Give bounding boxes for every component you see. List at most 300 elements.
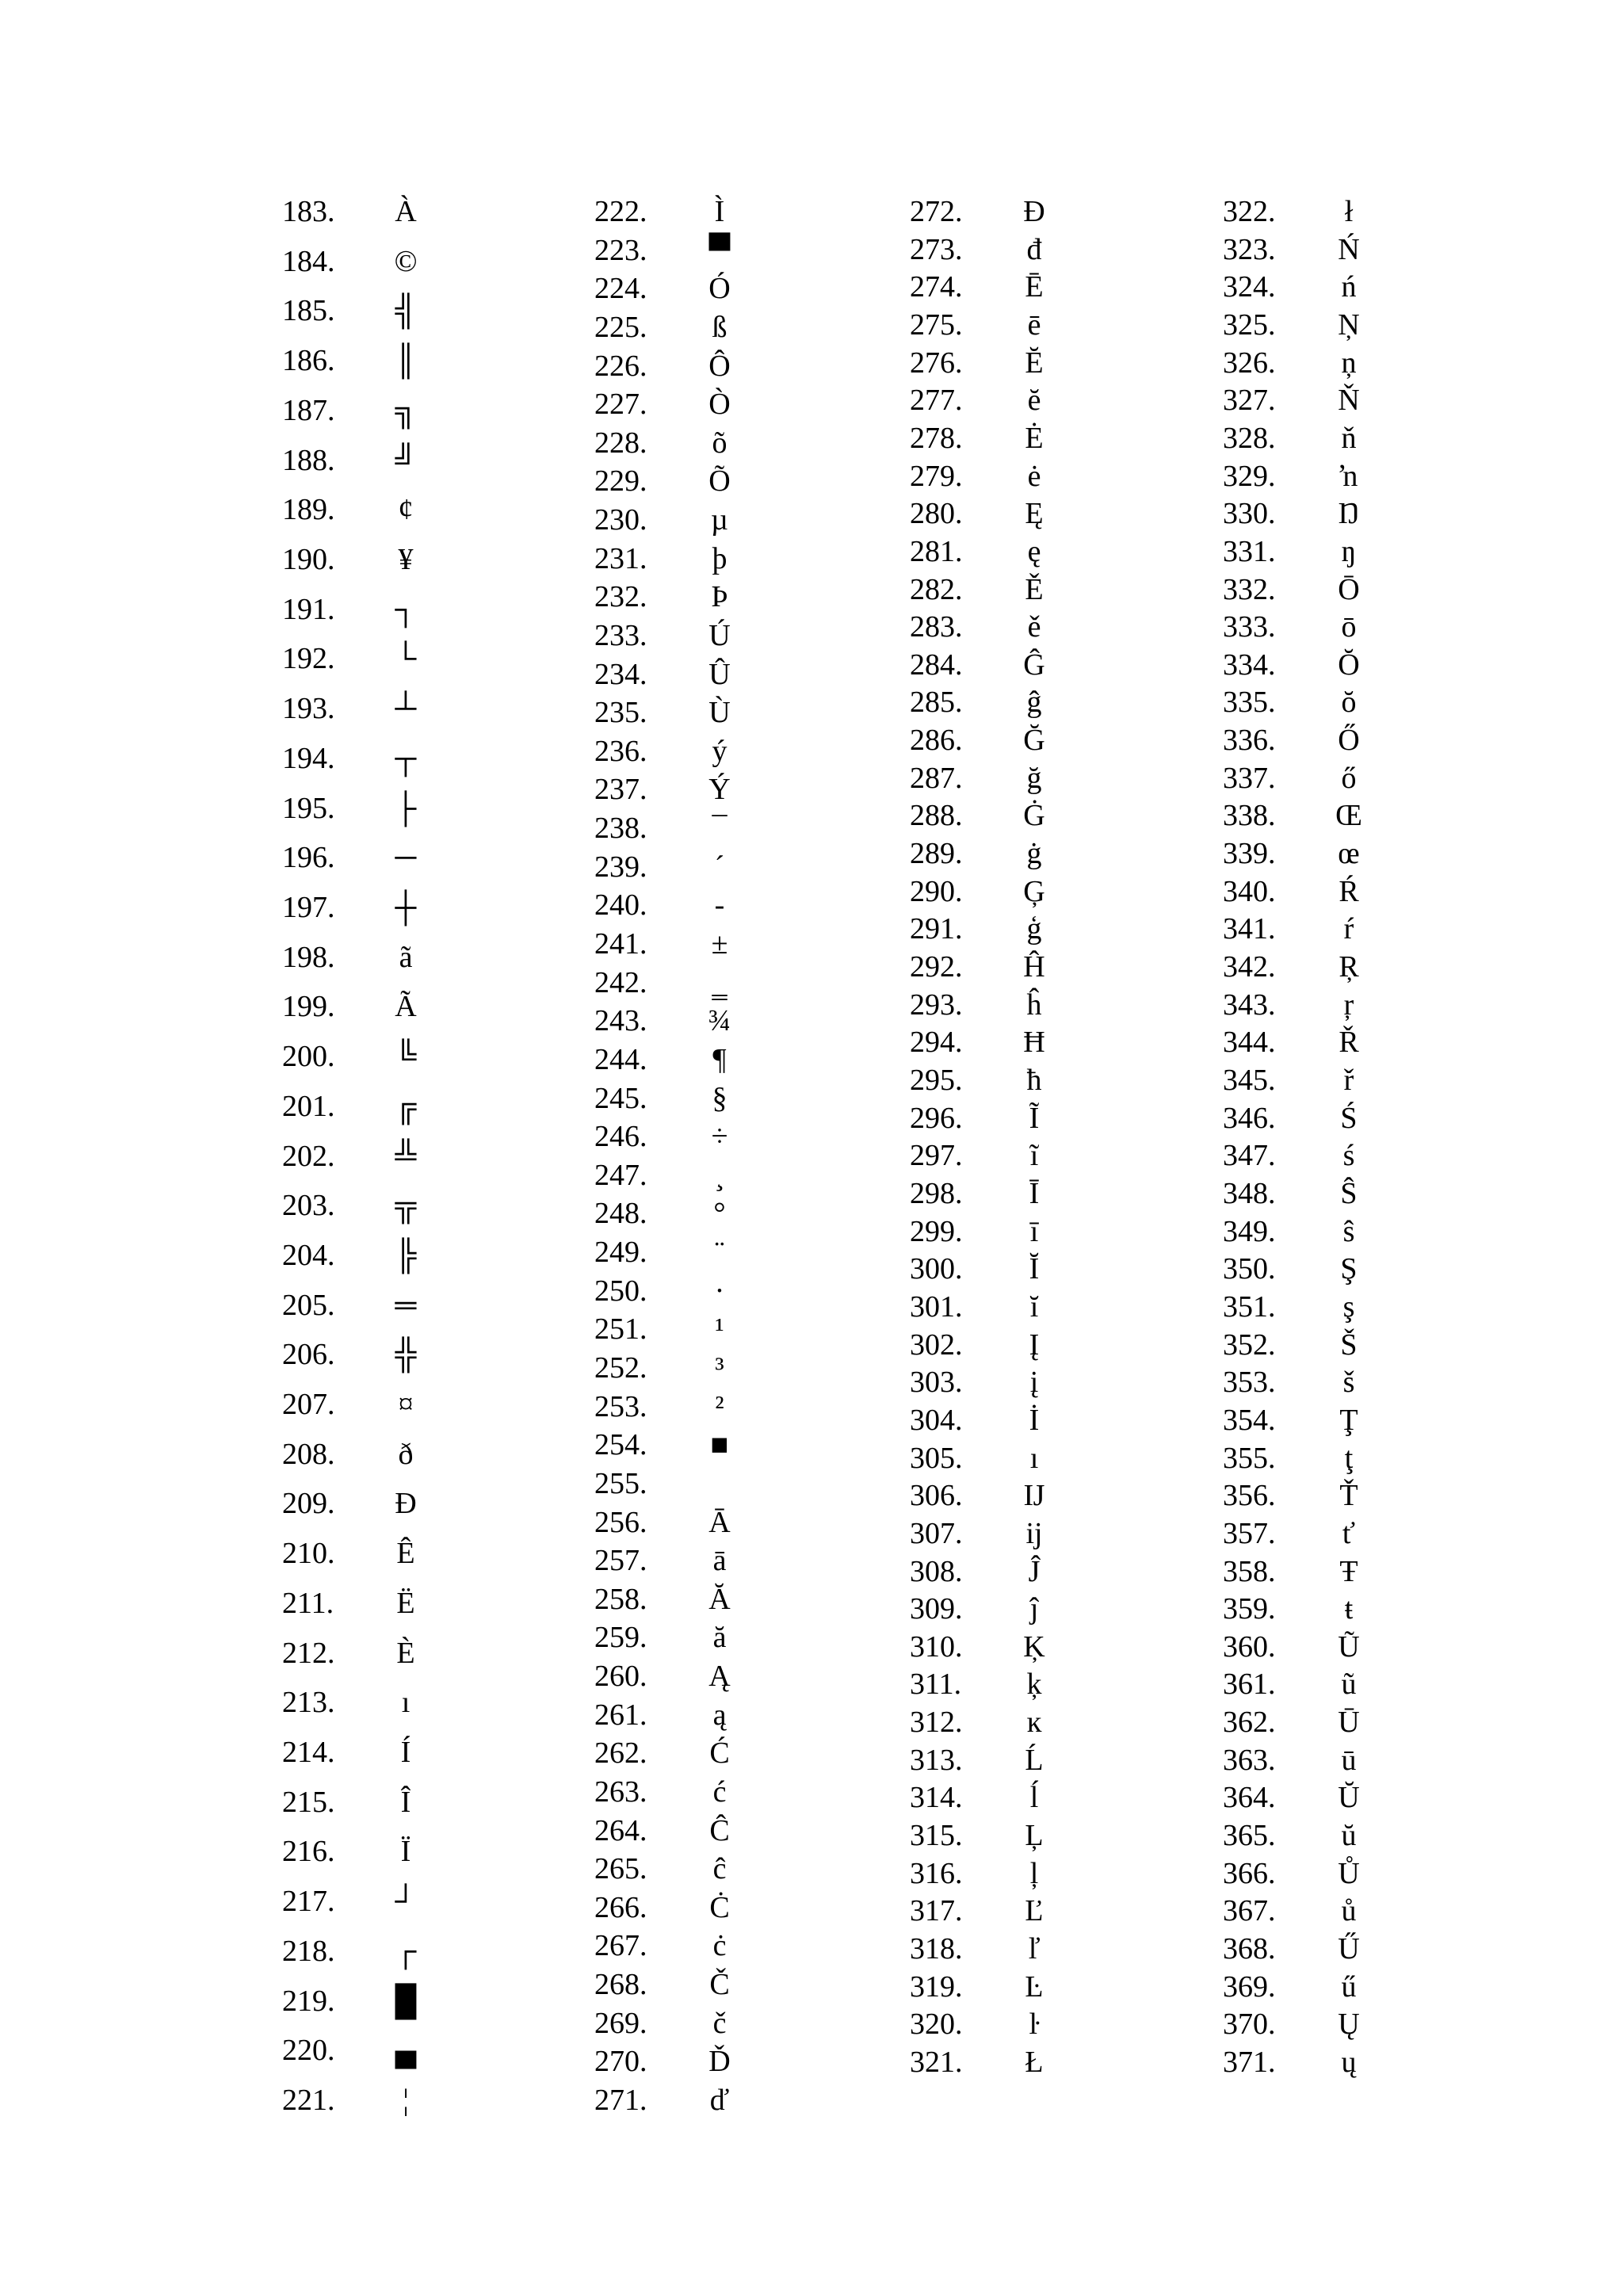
entry-number: 306. bbox=[910, 1479, 963, 1512]
entry-character: Č bbox=[709, 1968, 730, 2001]
entry-number: 249. bbox=[594, 1236, 647, 1269]
entry-character: ╩ bbox=[395, 1140, 417, 1173]
entry-number: 215. bbox=[282, 1786, 335, 1819]
entry-character: Ë bbox=[396, 1587, 415, 1620]
entry-character: Ó bbox=[708, 272, 731, 305]
entry-character: ║ bbox=[395, 344, 417, 377]
entry-character: ┴ bbox=[395, 692, 417, 725]
entry-number: 353. bbox=[1223, 1366, 1276, 1399]
entry-character: þ bbox=[712, 542, 727, 575]
entry-character: µ bbox=[711, 503, 728, 537]
entry-character: ŕ bbox=[1343, 912, 1354, 946]
entry-number: 291. bbox=[910, 912, 963, 946]
entry-number: 213. bbox=[282, 1686, 335, 1719]
entry-number: 321. bbox=[910, 2046, 963, 2079]
entry-character: ¹ bbox=[715, 1312, 724, 1346]
entry-character: ń bbox=[1341, 270, 1357, 304]
entry-number: 289. bbox=[910, 837, 963, 870]
entry-character: Ń bbox=[1338, 233, 1360, 266]
entry-number: 315. bbox=[910, 1819, 963, 1852]
entry-character: ı bbox=[401, 1686, 411, 1719]
entry-character: Ģ bbox=[1023, 875, 1045, 908]
entry-number: 316. bbox=[910, 1857, 963, 1890]
entry-character: ē bbox=[1027, 308, 1041, 342]
entry-number: 271. bbox=[594, 2084, 647, 2117]
entry-number: 241. bbox=[594, 927, 647, 961]
entry-number: 295. bbox=[910, 1064, 963, 1097]
entry-character: Ý bbox=[708, 773, 731, 806]
entry-number: 350. bbox=[1223, 1252, 1276, 1286]
entry-number: 237. bbox=[594, 773, 647, 806]
entry-character: ő bbox=[1341, 762, 1357, 795]
entry-number: 312. bbox=[910, 1706, 963, 1739]
entry-number: 234. bbox=[594, 658, 647, 691]
entry-character: ė bbox=[1027, 460, 1041, 493]
entry-character: ģ bbox=[1026, 912, 1042, 946]
entry-number: 329. bbox=[1223, 460, 1276, 493]
entry-number: 217. bbox=[282, 1885, 335, 1918]
entry-character: ┘ bbox=[395, 1885, 417, 1918]
entry-number: 224. bbox=[594, 272, 647, 305]
entry-character: ĺ bbox=[1029, 1781, 1039, 1814]
entry-character: ╣ bbox=[395, 294, 417, 327]
entry-character: ý bbox=[712, 735, 727, 768]
entry-character: · bbox=[714, 1274, 725, 1308]
entry-number: 347. bbox=[1223, 1139, 1276, 1172]
entry-character: Ĥ bbox=[1023, 950, 1045, 984]
entry-number: 335. bbox=[1223, 686, 1276, 719]
entry-character: ¥ bbox=[398, 543, 414, 576]
entry-character: Ĩ bbox=[1029, 1102, 1040, 1135]
entry-number: 310. bbox=[910, 1630, 963, 1664]
entry-character: ╠ bbox=[395, 1239, 417, 1272]
entry-number: 267. bbox=[594, 1929, 647, 1962]
entry-number: 357. bbox=[1223, 1517, 1276, 1550]
entry-number: 286. bbox=[910, 724, 963, 757]
entry-number: 292. bbox=[910, 950, 963, 984]
entry-number: 337. bbox=[1223, 762, 1276, 795]
entry-number: 283. bbox=[910, 610, 963, 644]
entry-character: - bbox=[714, 888, 725, 922]
entry-number: 362. bbox=[1223, 1706, 1276, 1739]
entry-number: 240. bbox=[594, 888, 647, 922]
entry-character: Ŀ bbox=[1025, 1970, 1044, 2004]
entry-character: ß bbox=[712, 311, 727, 344]
entry-character: ĕ bbox=[1027, 384, 1041, 417]
entry-number: 197. bbox=[282, 891, 335, 924]
entry-character: ŧ bbox=[1344, 1592, 1354, 1626]
entry-number: 355. bbox=[1223, 1442, 1276, 1475]
entry-number: 205. bbox=[282, 1289, 335, 1322]
entry-number: 193. bbox=[282, 692, 335, 725]
entry-number: 307. bbox=[910, 1517, 963, 1550]
entry-number: 210. bbox=[282, 1537, 335, 1570]
entry-number: 349. bbox=[1223, 1215, 1276, 1248]
entry-number: 305. bbox=[910, 1442, 963, 1475]
entry-character: ĳ bbox=[1025, 1517, 1043, 1550]
entry-character: Ś bbox=[1340, 1102, 1358, 1135]
entry-number: 302. bbox=[910, 1328, 963, 1362]
entry-number: 334. bbox=[1223, 648, 1276, 682]
entry-number: 278. bbox=[910, 422, 963, 455]
entry-character: ć bbox=[712, 1775, 727, 1809]
entry-character: ť bbox=[1342, 1517, 1356, 1550]
entry-number: 342. bbox=[1223, 950, 1276, 984]
entry-number: 358. bbox=[1223, 1555, 1276, 1588]
entry-number: 284. bbox=[910, 648, 963, 682]
entry-character: Ħ bbox=[1023, 1026, 1045, 1059]
entry-number: 259. bbox=[594, 1621, 647, 1654]
entry-number: 216. bbox=[282, 1835, 335, 1868]
entry-character: Đ bbox=[1023, 195, 1045, 228]
entry-number: 243. bbox=[594, 1004, 647, 1037]
entry-character: Ă bbox=[708, 1583, 731, 1616]
entry-number: 325. bbox=[1223, 308, 1276, 342]
entry-character: Ĉ bbox=[709, 1814, 730, 1847]
entry-character: Į bbox=[1029, 1328, 1040, 1362]
entry-number: 198. bbox=[282, 941, 335, 974]
entry-character: Ŭ bbox=[1338, 1781, 1360, 1814]
entry-number: 265. bbox=[594, 1852, 647, 1885]
entry-number: 368. bbox=[1223, 1932, 1276, 1966]
entry-character: Ň bbox=[1338, 384, 1360, 417]
entry-character: È bbox=[396, 1637, 415, 1670]
entry-number: 209. bbox=[282, 1487, 335, 1520]
entry-character: ° bbox=[713, 1197, 726, 1230]
entry-number: 270. bbox=[594, 2045, 647, 2078]
entry-character: ´ bbox=[714, 850, 725, 884]
entry-number: 272. bbox=[910, 195, 963, 228]
entry-character: ļ bbox=[1029, 1857, 1039, 1890]
entry-character: ¾ bbox=[708, 1004, 731, 1037]
entry-number: 313. bbox=[910, 1744, 963, 1777]
entry-number: 330. bbox=[1223, 497, 1276, 530]
entry-number: 371. bbox=[1223, 2046, 1276, 2079]
entry-number: 242. bbox=[594, 966, 647, 999]
entry-number: 218. bbox=[282, 1935, 335, 1968]
entry-character: Õ bbox=[708, 464, 731, 498]
entry-character: Ĕ bbox=[1025, 346, 1044, 380]
entry-number: 261. bbox=[594, 1698, 647, 1732]
entry-character: ű bbox=[1341, 1970, 1357, 2004]
entry-character: Ť bbox=[1339, 1479, 1358, 1512]
entry-number: 222. bbox=[594, 195, 647, 228]
entry-character: ŋ bbox=[1341, 535, 1357, 568]
entry-character: ╚ bbox=[395, 1040, 417, 1073]
entry-number: 324. bbox=[1223, 270, 1276, 304]
entry-number: 346. bbox=[1223, 1102, 1276, 1135]
entry-character: ř bbox=[1343, 1064, 1354, 1097]
entry-character: Ĺ bbox=[1025, 1744, 1044, 1777]
entry-character: ę bbox=[1027, 535, 1041, 568]
entry-character: ă bbox=[712, 1621, 727, 1654]
entry-character: ş bbox=[1342, 1290, 1355, 1324]
entry-number: 232. bbox=[594, 580, 647, 613]
entry-number: 268. bbox=[594, 1968, 647, 2001]
entry-number: 281. bbox=[910, 535, 963, 568]
entry-character: ı bbox=[1029, 1442, 1039, 1475]
entry-character: Ĵ bbox=[1028, 1555, 1041, 1588]
entry-number: 294. bbox=[910, 1026, 963, 1059]
entry-character: ĭ bbox=[1029, 1290, 1039, 1324]
entry-character: ¯ bbox=[712, 812, 727, 845]
entry-character: ď bbox=[709, 2084, 730, 2117]
entry-character: ═ bbox=[395, 1289, 417, 1322]
entry-character: ą bbox=[712, 1698, 727, 1732]
entry-number: 298. bbox=[910, 1177, 963, 1210]
entry-number: 359. bbox=[1223, 1592, 1276, 1626]
entry-number: 207. bbox=[282, 1388, 335, 1421]
entry-character: Ŝ bbox=[1340, 1177, 1358, 1210]
entry-character: Ō bbox=[1338, 573, 1360, 606]
entry-character: ŝ bbox=[1342, 1215, 1355, 1248]
entry-number: 263. bbox=[594, 1775, 647, 1809]
entry-number: 192. bbox=[282, 642, 335, 675]
entry-number: 256. bbox=[594, 1506, 647, 1539]
entry-character: ¶ bbox=[712, 1043, 727, 1076]
entry-number: 184. bbox=[282, 245, 335, 278]
entry-character: © bbox=[394, 245, 418, 278]
entry-character: ų bbox=[1341, 2046, 1357, 2079]
entry-character: ō bbox=[1341, 610, 1357, 644]
entry-number: 187. bbox=[282, 394, 335, 427]
entry-number: 326. bbox=[1223, 346, 1276, 380]
entry-character: õ bbox=[712, 426, 727, 460]
entry-number: 331. bbox=[1223, 535, 1276, 568]
entry-number: 248. bbox=[594, 1197, 647, 1230]
entry-character: Ð bbox=[395, 1487, 417, 1520]
entry-number: 252. bbox=[594, 1351, 647, 1385]
entry-number: 320. bbox=[910, 2008, 963, 2041]
entry-number: 225. bbox=[594, 311, 647, 344]
entry-number: 227. bbox=[594, 388, 647, 421]
entry-character: ¸ bbox=[714, 1159, 725, 1192]
entry-number: 293. bbox=[910, 988, 963, 1022]
entry-character: Ì bbox=[714, 195, 725, 228]
entry-number: 280. bbox=[910, 497, 963, 530]
entry-number: 319. bbox=[910, 1970, 963, 2004]
entry-number: 226. bbox=[594, 350, 647, 383]
entry-character: Ê bbox=[396, 1537, 415, 1570]
entry-character: Ô bbox=[708, 350, 731, 383]
entry-number: 356. bbox=[1223, 1479, 1276, 1512]
entry-number: 208. bbox=[282, 1438, 335, 1471]
entry-number: 219. bbox=[282, 1985, 335, 2018]
entry-character: ĸ bbox=[1026, 1706, 1042, 1739]
entry-character: ī bbox=[1029, 1215, 1039, 1248]
entry-number: 285. bbox=[910, 686, 963, 719]
entry-number: 327. bbox=[1223, 384, 1276, 417]
entry-character: À bbox=[395, 195, 417, 228]
entry-number: 304. bbox=[910, 1404, 963, 1437]
entry-number: 189. bbox=[282, 493, 335, 526]
entry-number: 202. bbox=[282, 1140, 335, 1173]
entry-character: ├ bbox=[395, 792, 417, 825]
entry-number: 195. bbox=[282, 792, 335, 825]
entry-number: 332. bbox=[1223, 573, 1276, 606]
entry-number: 297. bbox=[910, 1139, 963, 1172]
entry-character: Ù bbox=[708, 696, 731, 729]
entry-number: 287. bbox=[910, 762, 963, 795]
entry-character: ┬ bbox=[395, 742, 417, 775]
entry-number: 264. bbox=[594, 1814, 647, 1847]
entry-character: ŉ bbox=[1339, 460, 1358, 493]
entry-number: 290. bbox=[910, 875, 963, 908]
entry-character: ð bbox=[398, 1438, 414, 1471]
entry-number: 229. bbox=[594, 464, 647, 498]
entry-character: Ā bbox=[708, 1506, 731, 1539]
entry-number: 301. bbox=[910, 1290, 963, 1324]
entry-number: 239. bbox=[594, 850, 647, 884]
entry-character: ħ bbox=[1026, 1064, 1042, 1097]
entry-number: 341. bbox=[1223, 912, 1276, 946]
entry-character: đ bbox=[1026, 233, 1042, 266]
entry-character: Ć bbox=[709, 1736, 730, 1770]
entry-number: 366. bbox=[1223, 1857, 1276, 1890]
entry-number: 360. bbox=[1223, 1630, 1276, 1664]
entry-character: ŭ bbox=[1341, 1819, 1357, 1852]
entry-number: 311. bbox=[910, 1668, 962, 1701]
entry-character: ─ bbox=[395, 841, 417, 874]
entry-number: 344. bbox=[1223, 1026, 1276, 1059]
entry-number: 220. bbox=[282, 2034, 335, 2067]
entry-number: 231. bbox=[594, 542, 647, 575]
entry-number: 354. bbox=[1223, 1404, 1276, 1437]
entry-character: š bbox=[1342, 1366, 1355, 1399]
entry-number: 245. bbox=[594, 1082, 647, 1115]
entry-character: Ľ bbox=[1025, 1894, 1044, 1927]
entry-character: Ŏ bbox=[1338, 648, 1360, 682]
entry-number: 370. bbox=[1223, 2008, 1276, 2041]
entry-character: ¨ bbox=[714, 1236, 725, 1269]
entry-character: Ġ bbox=[1023, 799, 1045, 832]
entry-character: Ĭ bbox=[1029, 1252, 1040, 1286]
entry-number: 250. bbox=[594, 1274, 647, 1308]
entry-number: 211. bbox=[282, 1587, 334, 1620]
entry-character: ğ bbox=[1026, 762, 1042, 795]
entry-number: 212. bbox=[282, 1637, 335, 1670]
entry-number: 183. bbox=[282, 195, 335, 228]
entry-character: Ě bbox=[1025, 573, 1044, 606]
entry-number: 246. bbox=[594, 1120, 647, 1153]
entry-character: Ú bbox=[708, 619, 731, 652]
entry-character: Ŧ bbox=[1339, 1555, 1358, 1588]
entry-character: ┌ bbox=[395, 1935, 417, 1968]
entry-character: ĵ bbox=[1029, 1592, 1039, 1626]
entry-character: Ą bbox=[708, 1660, 731, 1693]
entry-number: 299. bbox=[910, 1215, 963, 1248]
entry-number: 296. bbox=[910, 1102, 963, 1135]
entry-character: ũ bbox=[1341, 1668, 1357, 1701]
entry-number: 186. bbox=[282, 344, 335, 377]
entry-number: 185. bbox=[282, 294, 335, 327]
entry-number: 233. bbox=[594, 619, 647, 652]
entry-number: 258. bbox=[594, 1583, 647, 1616]
entry-character: Ī bbox=[1029, 1177, 1040, 1210]
entry-number: 351. bbox=[1223, 1290, 1276, 1324]
entry-character: Ŋ bbox=[1338, 497, 1360, 530]
entry-character: ě bbox=[1027, 610, 1041, 644]
entry-character: ╦ bbox=[395, 1189, 417, 1222]
entry-number: 363. bbox=[1223, 1744, 1276, 1777]
entry-character: Ų bbox=[1338, 2008, 1360, 2041]
entry-character: Ŗ bbox=[1338, 950, 1359, 984]
entry-character: Ů bbox=[1338, 1857, 1360, 1890]
entry-character: Ő bbox=[1338, 724, 1360, 757]
entry-character: Ķ bbox=[1023, 1630, 1045, 1664]
entry-character: Š bbox=[1340, 1328, 1358, 1362]
entry-number: 348. bbox=[1223, 1177, 1276, 1210]
entry-character: ▄ bbox=[395, 2034, 417, 2067]
entry-character: ■ bbox=[710, 1428, 729, 1461]
entry-number: 340. bbox=[1223, 875, 1276, 908]
entry-character: ĉ bbox=[712, 1852, 727, 1885]
entry-character: Ŕ bbox=[1338, 875, 1359, 908]
entry-character: ś bbox=[1342, 1139, 1355, 1172]
entry-character: Ţ bbox=[1339, 1404, 1358, 1437]
entry-number: 303. bbox=[910, 1366, 963, 1399]
entry-character: Ï bbox=[400, 1835, 411, 1868]
entry-number: 367. bbox=[1223, 1894, 1276, 1927]
entry-number: 247. bbox=[594, 1159, 647, 1192]
entry-number: 274. bbox=[910, 270, 963, 304]
entry-number: 260. bbox=[594, 1660, 647, 1693]
entry-character: ▀ bbox=[708, 234, 731, 267]
entry-character: Ũ bbox=[1338, 1630, 1360, 1664]
entry-number: 266. bbox=[594, 1891, 647, 1924]
entry-character: č bbox=[712, 2007, 727, 2040]
entry-character: Ř bbox=[1338, 1026, 1359, 1059]
entry-character: ł bbox=[1344, 195, 1354, 228]
entry-character: ² bbox=[715, 1390, 724, 1423]
entry-character: Ċ bbox=[709, 1891, 730, 1924]
entry-number: 333. bbox=[1223, 610, 1276, 644]
entry-character: Ò bbox=[708, 388, 731, 421]
entry-character: Œ bbox=[1335, 799, 1362, 832]
entry-character: ã bbox=[399, 941, 413, 974]
entry-character: ¦ bbox=[403, 2084, 409, 2117]
entry-number: 345. bbox=[1223, 1064, 1276, 1097]
entry-character: Ļ bbox=[1025, 1819, 1044, 1852]
entry-character: █ bbox=[395, 1985, 417, 2018]
entry-character: § bbox=[712, 1082, 727, 1115]
entry-character: ³ bbox=[715, 1351, 724, 1385]
entry-number: 223. bbox=[594, 234, 647, 267]
entry-number: 194. bbox=[282, 742, 335, 775]
entry-character: ľ bbox=[1028, 1932, 1041, 1966]
entry-character: Û bbox=[708, 658, 731, 691]
entry-character: ā bbox=[712, 1544, 727, 1577]
entry-number: 277. bbox=[910, 384, 963, 417]
entry-character: Ş bbox=[1340, 1252, 1358, 1286]
entry-character: Ű bbox=[1338, 1932, 1360, 1966]
entry-number: 235. bbox=[594, 696, 647, 729]
entry-number: 369. bbox=[1223, 1970, 1276, 2004]
entry-character: ġ bbox=[1026, 837, 1042, 870]
entry-character: Î bbox=[400, 1786, 411, 1819]
entry-character: └ bbox=[395, 642, 417, 675]
entry-number: 196. bbox=[282, 841, 335, 874]
entry-character: ╔ bbox=[395, 1090, 417, 1123]
entry-character: ┼ bbox=[395, 891, 417, 924]
entry-number: 328. bbox=[1223, 422, 1276, 455]
entry-character: ŀ bbox=[1029, 2008, 1040, 2041]
entry-number: 300. bbox=[910, 1252, 963, 1286]
entry-number: 203. bbox=[282, 1189, 335, 1222]
entry-number: 288. bbox=[910, 799, 963, 832]
entry-character: ŏ bbox=[1341, 686, 1357, 719]
entry-number: 191. bbox=[282, 593, 335, 626]
